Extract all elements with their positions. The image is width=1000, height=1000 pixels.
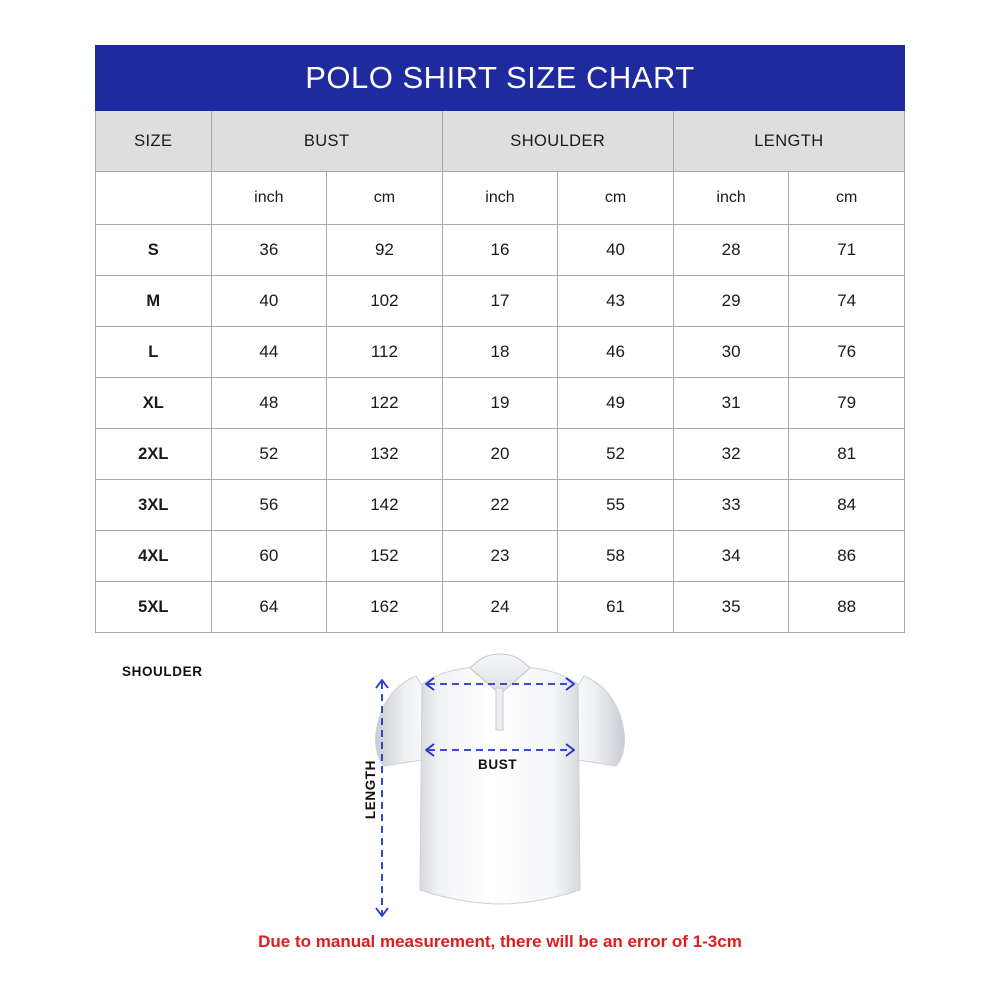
table-row [96,429,905,480]
cell-shoulder-cm: 43 [558,276,674,327]
table-row [96,480,905,531]
cell-size: 2XL [96,429,212,480]
cell-shoulder-inch: 18 [442,327,558,378]
cell-bust-cm: 112 [327,327,443,378]
table-row [96,225,905,276]
measurement-diagram [0,628,1000,938]
cell-bust-inch: 44 [211,327,327,378]
cell-shoulder-cm: 40 [558,225,674,276]
title-row [96,46,905,111]
cell-bust-inch: 40 [211,276,327,327]
cell-bust-cm: 122 [327,378,443,429]
table-row [96,531,905,582]
chart-title: POLO SHIRT SIZE CHART [96,46,905,111]
cell-shoulder-inch: 23 [442,531,558,582]
size-chart-table [95,45,905,633]
cell-size: 3XL [96,480,212,531]
cell-length-cm: 86 [789,531,905,582]
label-length: LENGTH [363,760,378,820]
cell-length-cm: 79 [789,378,905,429]
cell-shoulder-cm: 46 [558,327,674,378]
cell-length-inch: 30 [673,327,789,378]
cell-size: S [96,225,212,276]
cell-size: M [96,276,212,327]
shirt-right-sleeve [578,676,625,766]
unit-header-row [96,172,905,225]
cell-length-cm: 84 [789,480,905,531]
cell-bust-inch: 56 [211,480,327,531]
cell-shoulder-inch: 22 [442,480,558,531]
unit-bust-inch: inch [211,172,327,225]
cell-length-cm: 76 [789,327,905,378]
cell-size: 4XL [96,531,212,582]
header-shoulder: SHOULDER [442,111,673,172]
size-chart-container [95,45,905,633]
cell-length-cm: 71 [789,225,905,276]
cell-size: L [96,327,212,378]
unit-blank [96,172,212,225]
label-bust: BUST [478,757,518,772]
cell-length-cm: 81 [789,429,905,480]
cell-bust-inch: 36 [211,225,327,276]
cell-bust-cm: 162 [327,582,443,633]
polo-shirt-illustration [330,628,670,928]
cell-shoulder-inch: 20 [442,429,558,480]
header-bust: BUST [211,111,442,172]
measurement-note: Due to manual measurement, there will be an error of 1-3cm [258,932,742,951]
cell-bust-cm: 102 [327,276,443,327]
cell-shoulder-cm: 61 [558,582,674,633]
cell-bust-cm: 142 [327,480,443,531]
table-row [96,378,905,429]
unit-length-cm: cm [789,172,905,225]
cell-length-inch: 28 [673,225,789,276]
cell-shoulder-inch: 16 [442,225,558,276]
cell-bust-inch: 48 [211,378,327,429]
cell-length-cm: 88 [789,582,905,633]
cell-shoulder-cm: 58 [558,531,674,582]
unit-bust-cm: cm [327,172,443,225]
label-shoulder: SHOULDER [122,664,203,679]
cell-length-cm: 74 [789,276,905,327]
header-size: SIZE [96,111,212,172]
header-length: LENGTH [673,111,904,172]
cell-length-inch: 35 [673,582,789,633]
table-row [96,276,905,327]
unit-length-inch: inch [673,172,789,225]
cell-size: XL [96,378,212,429]
cell-bust-cm: 152 [327,531,443,582]
cell-bust-inch: 60 [211,531,327,582]
cell-length-inch: 29 [673,276,789,327]
cell-bust-cm: 132 [327,429,443,480]
cell-length-inch: 33 [673,480,789,531]
cell-shoulder-inch: 19 [442,378,558,429]
unit-shoulder-inch: inch [442,172,558,225]
unit-shoulder-cm: cm [558,172,674,225]
cell-bust-inch: 64 [211,582,327,633]
cell-shoulder-cm: 52 [558,429,674,480]
cell-shoulder-cm: 49 [558,378,674,429]
cell-shoulder-cm: 55 [558,480,674,531]
cell-shoulder-inch: 17 [442,276,558,327]
cell-length-inch: 34 [673,531,789,582]
cell-bust-inch: 52 [211,429,327,480]
cell-shoulder-inch: 24 [442,582,558,633]
shirt-placket [496,688,503,730]
cell-length-inch: 32 [673,429,789,480]
table-row [96,327,905,378]
table-row [96,582,905,633]
cell-size: 5XL [96,582,212,633]
cell-length-inch: 31 [673,378,789,429]
cell-bust-cm: 92 [327,225,443,276]
group-header-row [96,111,905,172]
